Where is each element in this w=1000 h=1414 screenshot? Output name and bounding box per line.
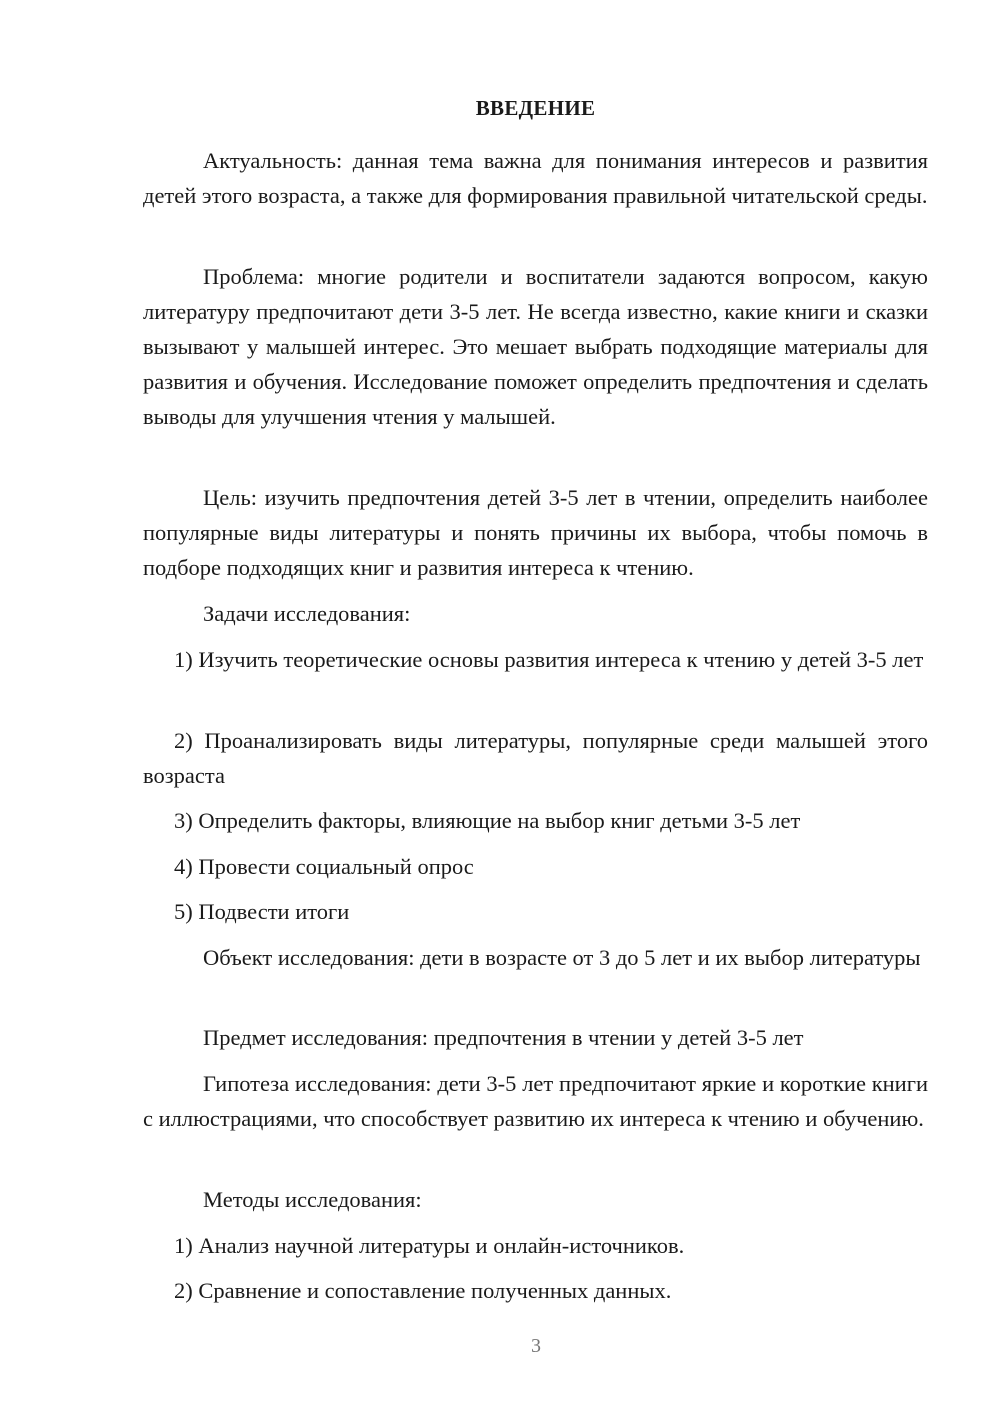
list-item-method-2: 2) Сравнение и сопоставление полученных данных. [174, 1278, 672, 1303]
paragraph-hypothesis: Гипотеза исследования: дети 3-5 лет предпочитают яркие и короткие книги с иллюстрациями, что способствует развитию их интереса к чтению и обучению. [143, 1071, 928, 1131]
list-item-task-5: 5) Подвести итоги [174, 899, 350, 924]
page-number: 3 [531, 1335, 541, 1357]
paragraph-problem: Проблема: многие родители и воспитатели задаются вопросом, какую литературу предпочитают дети 3-5 лет. Не всегда известно, какие книги и сказки вызывают у малышей интерес. Это мешает выбрать подходящие материалы для развития и обучения. Исследование поможет определить предпочтения и сделать выводы для улучшения чтения у малышей. [143, 264, 928, 429]
paragraph-object: Объект исследования: дети в возрасте от 3 до 5 лет и их выбор литературы [203, 945, 921, 970]
tasks-heading: Задачи исследования: [203, 601, 411, 626]
paragraph-subject: Предмет исследования: предпочтения в чтении у детей 3-5 лет [203, 1025, 804, 1050]
list-item-task-2: 2) Проанализировать виды литературы, популярные среди малышей этого возраста [143, 728, 928, 788]
list-item-task-3: 3) Определить факторы, влияющие на выбор книг детьми 3-5 лет [174, 808, 801, 833]
list-item-method-1: 1) Анализ научной литературы и онлайн-источников. [174, 1233, 685, 1258]
paragraph-goal: Цель: изучить предпочтения детей 3-5 лет в чтении, определить наиболее популярные виды литературы и понять причины их выбора, чтобы помочь в подборе подходящих книг и развития интереса к чтению. [143, 485, 928, 580]
methods-heading: Методы исследования: [203, 1187, 422, 1212]
paragraph-relevance: Актуальность: данная тема важна для понимания интересов и развития детей этого возраста, а также для формирования правильной читательской среды. [143, 148, 928, 208]
list-item-task-1: 1) Изучить теоретические основы развития интереса к чтению у детей 3-5 лет [174, 647, 924, 672]
page-title: ВВЕДЕНИЕ [475, 96, 596, 120]
list-item-task-4: 4) Провести социальный опрос [174, 854, 474, 879]
